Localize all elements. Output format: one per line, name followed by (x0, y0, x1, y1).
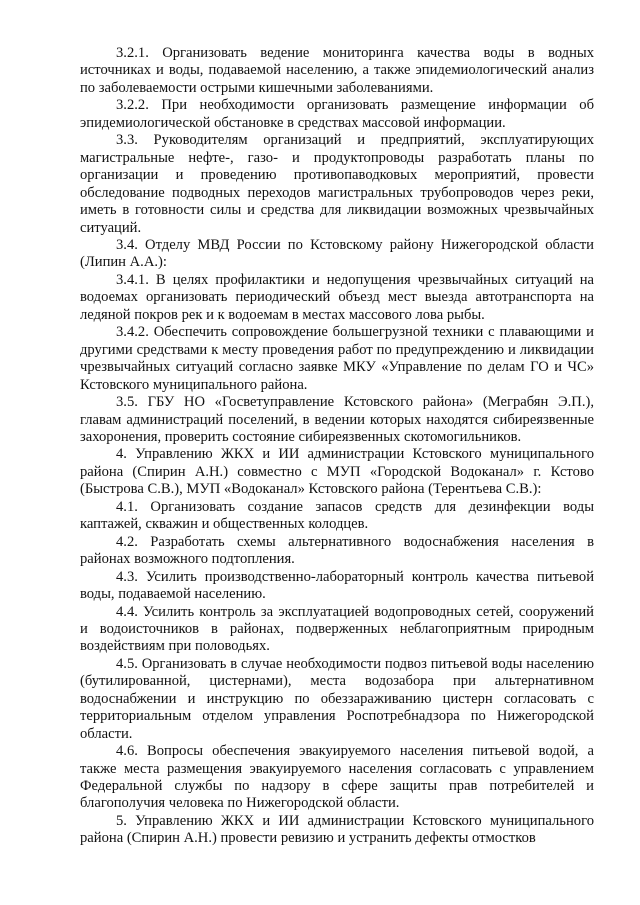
paragraph-3-2-2: 3.2.2. При необходимости организовать размещение информации об эпидемиологической обстановке в средствах массовой информации. (80, 97, 594, 131)
paragraph-4-4: 4.4. Усилить контроль за эксплуатацией водопроводных сетей, сооружений и водоисточников в районах, подверженных неблагоприятным природным воздействиям при половодьях. (80, 603, 594, 655)
paragraph-3-4-2: 3.4.2. Обеспечить сопровождение большегрузной техники с плавающими и другими средствами к месту проведения работ по предупреждению и ликвидации чрезвычайных ситуаций согласно заявке МКУ «Управление по делам ГО и ЧС» Кстовского муниципального района. (80, 324, 594, 393)
paragraph-4-2: 4.2. Разработать схемы альтернативного водоснабжения населения в районах возможного подтопления. (80, 533, 594, 568)
paragraph-4-5: 4.5. Организовать в случае необходимости подвоз питьевой воды населению (бутилированной, цистернами), места водозабора при альтернативном водоснабжении и инструкцию по обеззараживанию цистерн согласовать с территориальным отделом управления Роспотребнадзора по Нижегородской области. (80, 655, 594, 742)
paragraph-3-3: 3.3. Руководителям организаций и предприятий, эксплуатирующих магистральные нефте-, газо- и продуктопроводы разработать планы по организации и проведению противопаводковых мероприятий, провести обследование подводных переходов магистральных трубопроводов через реки, иметь в готовности силы и средства для ликвидации возможных чрезвычайных ситуаций. (80, 132, 594, 236)
paragraph-3-4: 3.4. Отделу МВД России по Кстовскому району Нижегородской области (Липин А.А.): (80, 236, 594, 271)
paragraph-5: 5. Управлению ЖКХ и ИИ администрации Кстовского муниципального района (Спирин А.Н.) провести ревизию и устранить дефекты отмостков (80, 812, 594, 847)
document-page (80, 45, 594, 848)
paragraph-3-5: 3.5. ГБУ НО «Госветуправление Кстовского района» (Меграбян Э.П.), главам администраций поселений, в ведении которых находятся сибиреязвенные захоронения, проверить состояние сибиреязвенных скотомогильников. (80, 394, 594, 445)
paragraph-4-3: 4.3. Усилить производственно-лабораторный контроль качества питьевой воды, подаваемой населению. (80, 568, 594, 603)
paragraph-4-1: 4.1. Организовать создание запасов средств для дезинфекции воды каптажей, скважин и общественных колодцев. (80, 498, 594, 533)
paragraph-3-2-1: 3.2.1. Организовать ведение мониторинга качества воды в водных источниках и воды, подаваемой населению, а также эпидемиологический анализ по заболеваемости острыми кишечными заболеваниями. (80, 45, 594, 96)
paragraph-4-6: 4.6. Вопросы обеспечения эвакуируемого населения питьевой водой, а также места размещения эвакуируемого населения согласовать с управлением Федеральной службы по надзору в сфере защиты прав потребителей и благополучия человека по Нижегородской области. (80, 743, 594, 812)
paragraph-3-4-1: 3.4.1. В целях профилактики и недопущения чрезвычайных ситуаций на водоемах организовать периодический объезд мест выезда автотранспорта на ледяной покров рек и к водоемам в местах массового лова рыбы. (80, 271, 594, 323)
paragraph-4: 4. Управлению ЖКХ и ИИ администрации Кстовского муниципального района (Спирин А.Н.) совместно с МУП «Городской Водоканал» г. Кстово (Быстрова С.В.), МУП «Водоканал» Кстовского района (Терентьева С.В.): (80, 446, 594, 498)
